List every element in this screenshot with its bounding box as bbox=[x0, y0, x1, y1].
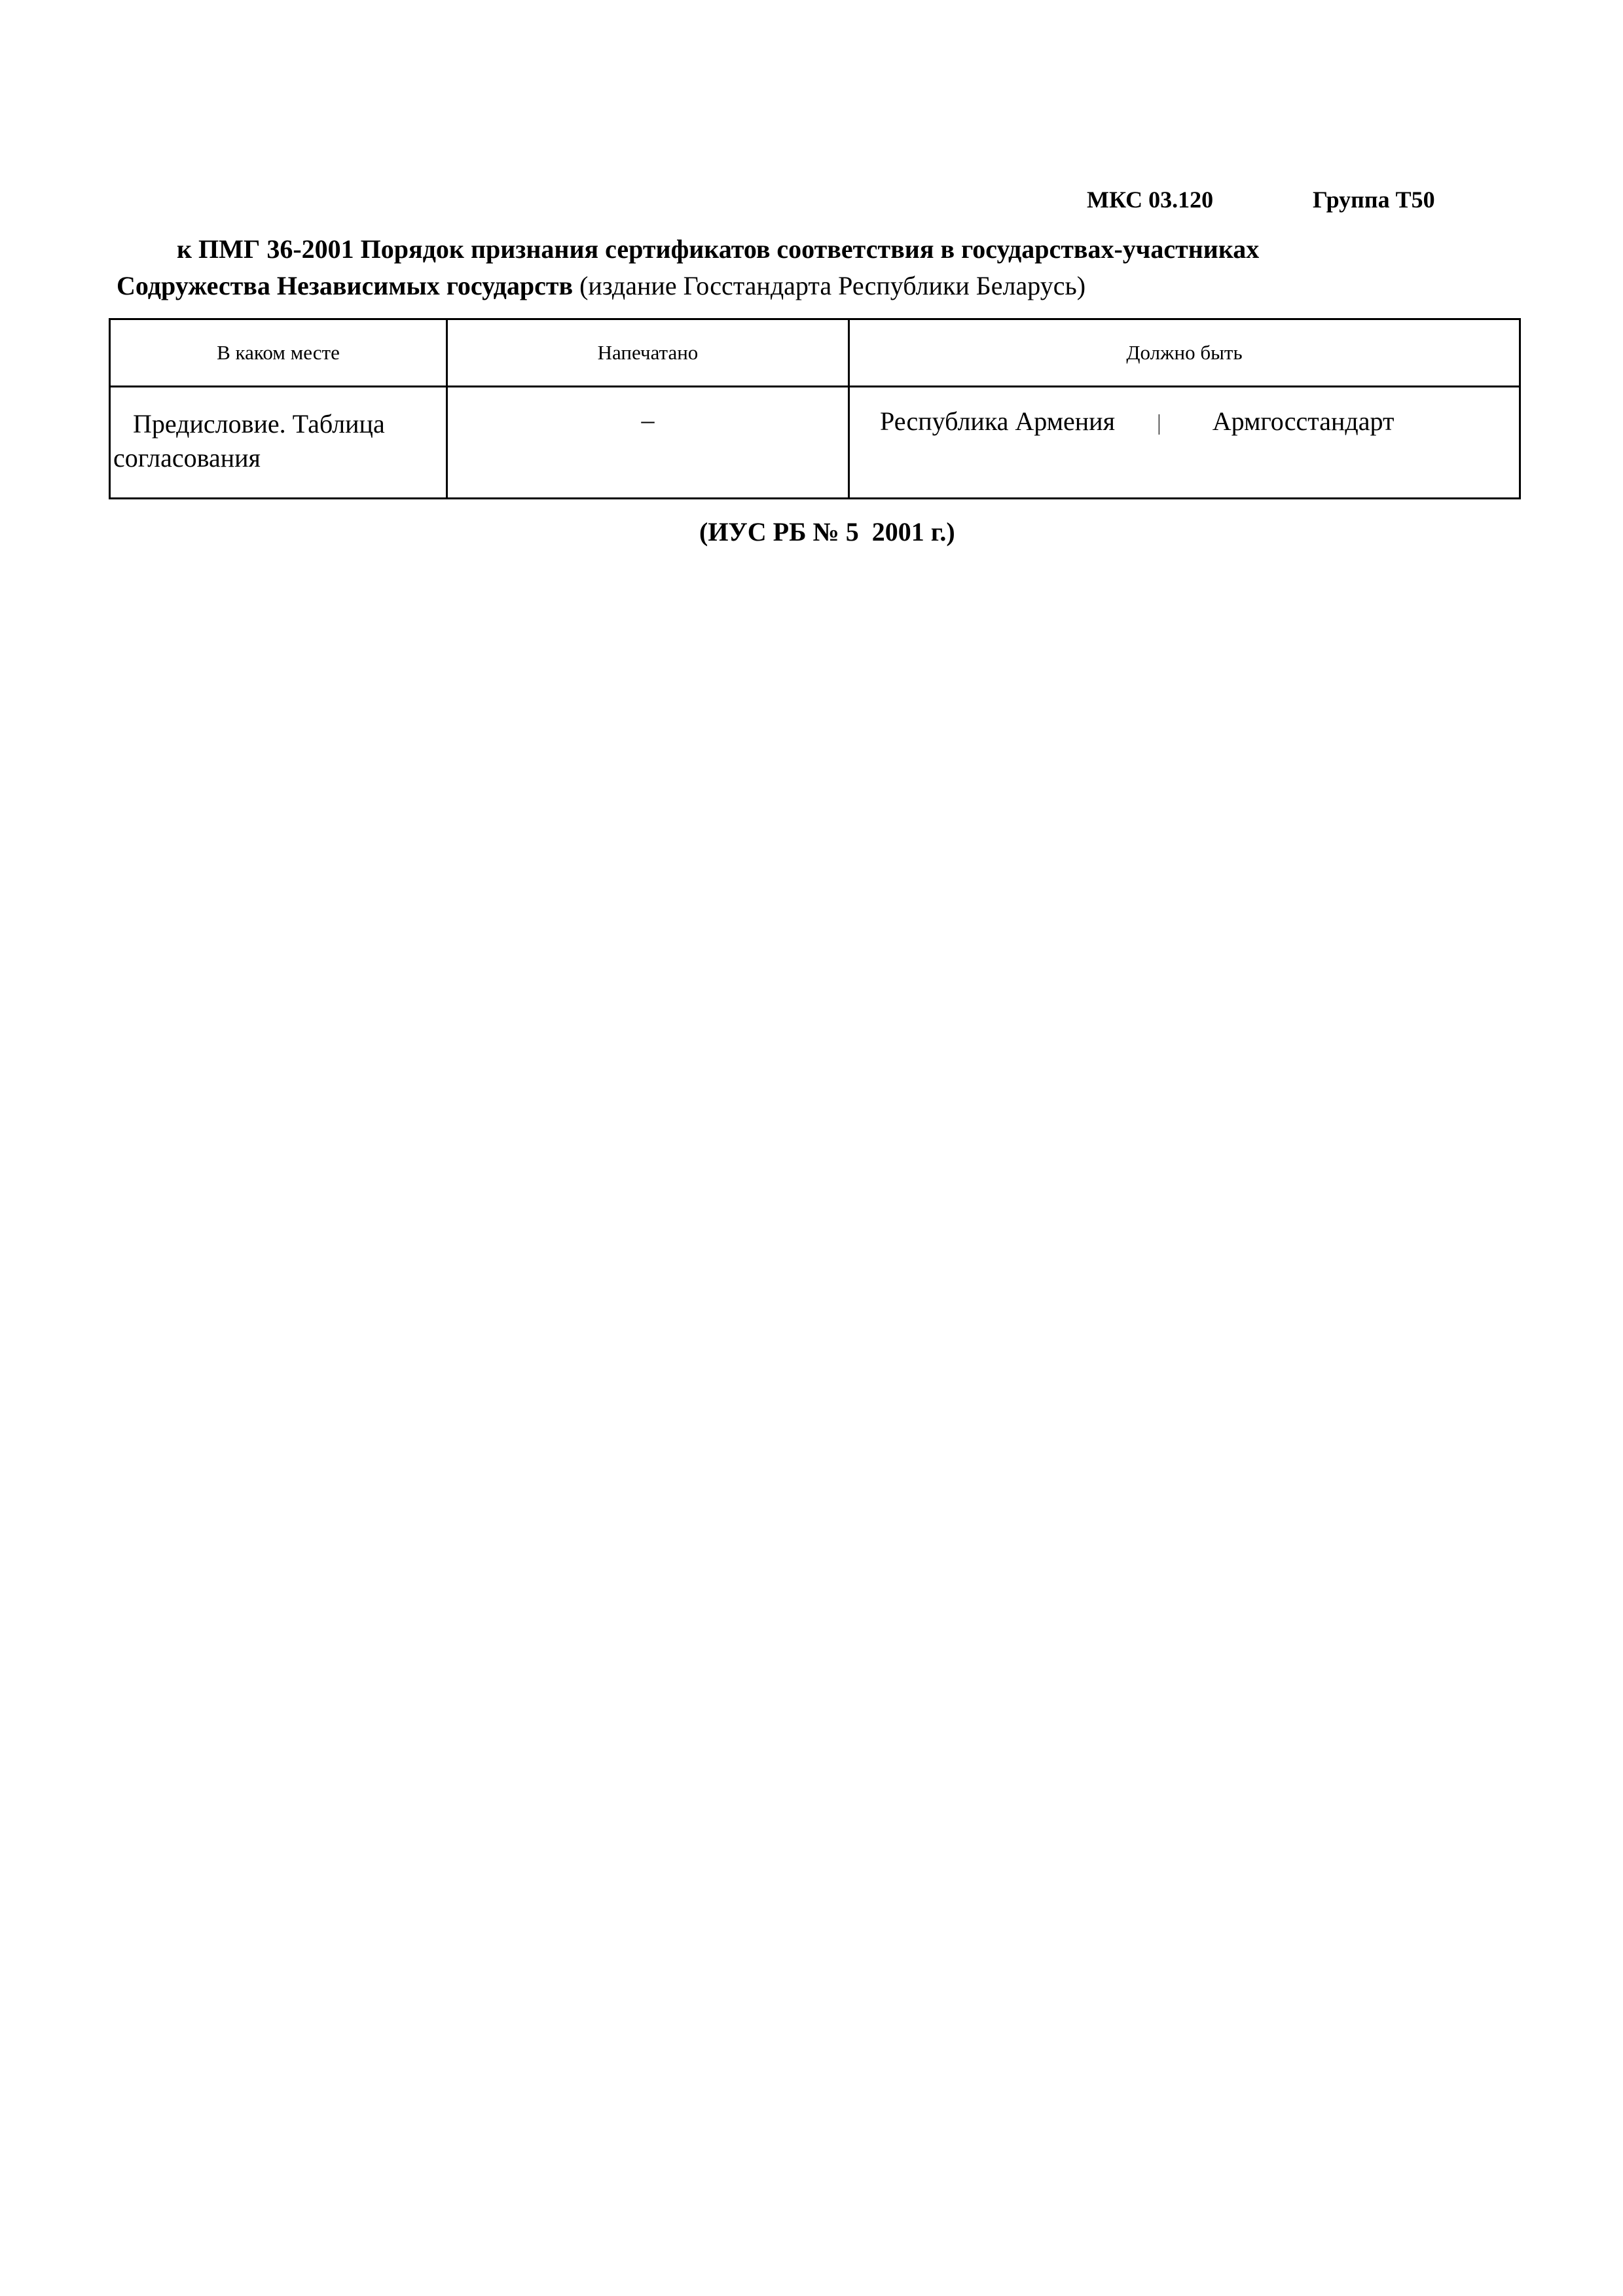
cell-should-be bbox=[849, 387, 1520, 499]
mks-code: МКС 03.120 bbox=[1087, 187, 1214, 213]
title-line-1: к ПМГ 36-2001 Порядок признания сертификатов соответствия в государствах-участниках bbox=[177, 234, 1260, 264]
should-be-separator: | bbox=[1156, 411, 1161, 435]
should-be-country: Республика Армения bbox=[880, 406, 1115, 436]
cell-printed: – bbox=[447, 387, 849, 499]
source-reference: (ИУС РБ № 5 2001 г.) bbox=[699, 517, 955, 547]
title-line-2-bold: Содружества Независимых государств bbox=[117, 271, 574, 300]
document-title bbox=[117, 231, 1570, 304]
correction-table bbox=[109, 318, 1521, 499]
title-line-2-normal: (издание Госстандарта Республики Беларусь) bbox=[573, 271, 1086, 300]
title-line-2 bbox=[117, 268, 1570, 304]
table-row bbox=[110, 387, 1520, 499]
table-header-row bbox=[110, 319, 1520, 387]
group-code: Группа Т50 bbox=[1313, 187, 1435, 213]
cell-place-line-1: Предисловие. Таблица bbox=[133, 409, 385, 439]
cell-place bbox=[110, 387, 447, 499]
header-place: В каком месте bbox=[110, 319, 447, 387]
cell-place-line-2: согласования bbox=[113, 443, 261, 473]
should-be-organization: Армгосстандарт bbox=[1212, 406, 1395, 436]
header-printed: Напечатано bbox=[447, 319, 849, 387]
header-should-be: Должно быть bbox=[849, 319, 1520, 387]
